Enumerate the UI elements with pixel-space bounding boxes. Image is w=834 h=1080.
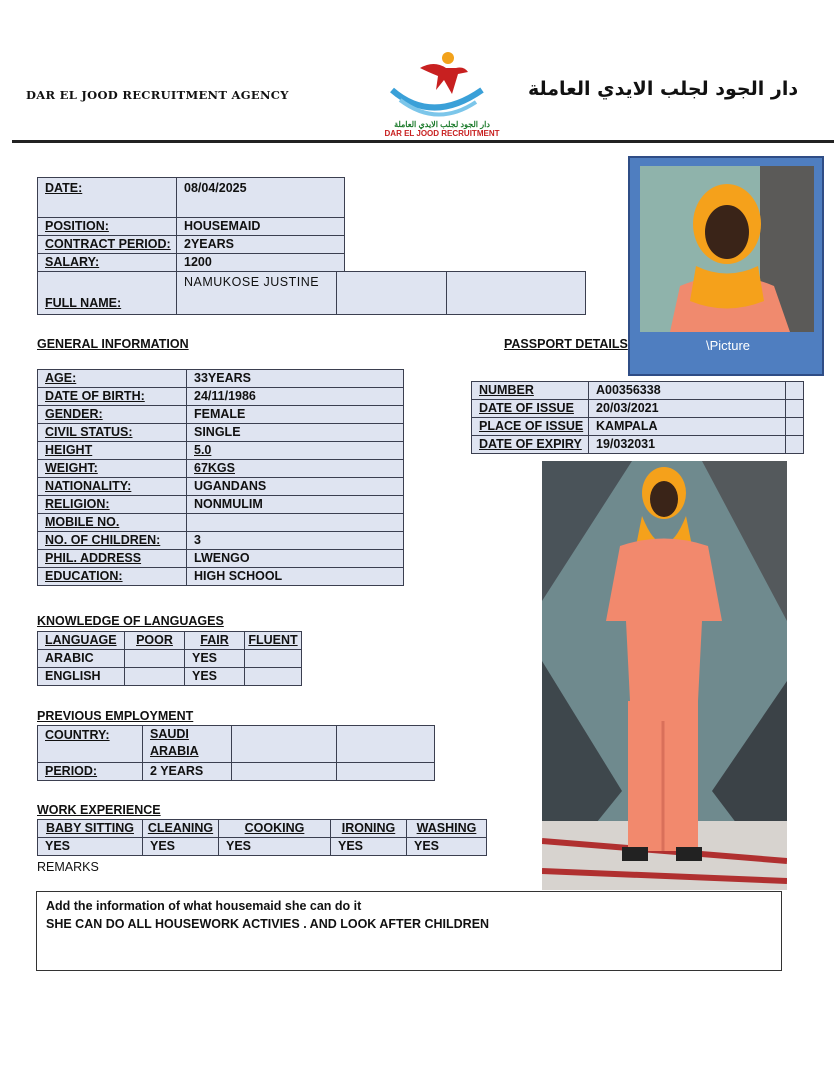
general-info-value <box>187 514 404 532</box>
logo-english-text: DAR EL JOOD RECRUITMENT <box>384 129 500 138</box>
agency-logo <box>372 50 512 142</box>
top-info-table <box>37 177 345 272</box>
general-info-label: EDUCATION: <box>38 568 187 586</box>
languages-cell-language: ENGLISH <box>38 668 125 686</box>
photo-caption: \Picture <box>705 338 751 353</box>
previous-employment-table <box>37 725 435 781</box>
general-info-row <box>38 406 404 424</box>
position-label: POSITION: <box>38 218 177 236</box>
previous-employment-extra-cell <box>232 763 337 781</box>
general-info-label: CIVIL STATUS: <box>38 424 187 442</box>
passport-label: PLACE OF ISSUE <box>472 418 589 436</box>
passport-value: 20/03/2021 <box>589 400 786 418</box>
passport-row <box>472 436 804 454</box>
date-value: 08/04/2025 <box>177 178 345 218</box>
full-body-photo <box>542 461 787 890</box>
agency-name-arabic: دار الجود لجلب الايدي العاملة <box>528 78 799 100</box>
passport-details-title: PASSPORT DETAILS <box>504 337 628 351</box>
work-experience-value-cell: YES <box>331 838 407 856</box>
general-information-table <box>37 369 404 586</box>
country-value-line: ARABIA <box>150 744 199 758</box>
passport-row <box>472 400 804 418</box>
general-info-value: UGANDANS <box>187 478 404 496</box>
country-value <box>143 726 232 763</box>
period-value: 2 YEARS <box>143 763 232 781</box>
country-value-line: SAUDI <box>150 727 189 741</box>
general-info-value: SINGLE <box>187 424 404 442</box>
general-info-row <box>38 532 404 550</box>
remarks-line: Add the information of what housemaid she can do it <box>46 899 362 913</box>
languages-cell-fair: YES <box>185 668 245 686</box>
work-experience-header-cell: IRONING <box>331 820 407 838</box>
general-info-row <box>38 424 404 442</box>
languages-cell-language: ARABIC <box>38 650 125 668</box>
languages-row <box>38 668 302 686</box>
general-info-value: 3 <box>187 532 404 550</box>
general-info-row <box>38 460 404 478</box>
languages-header-cell: POOR <box>125 632 185 650</box>
passport-label: NUMBER <box>472 382 589 400</box>
work-experience-header-cell: COOKING <box>219 820 331 838</box>
work-experience-value-cell: YES <box>143 838 219 856</box>
general-info-value: FEMALE <box>187 406 404 424</box>
passport-extra-cell <box>786 382 804 400</box>
languages-header-row <box>38 632 302 650</box>
general-info-row <box>38 388 404 406</box>
previous-employment-extra-cell <box>337 726 435 763</box>
general-info-row <box>38 370 404 388</box>
remarks-line: SHE CAN DO ALL HOUSEWORK ACTIVIES . AND LOOK AFTER CHILDREN <box>46 917 490 931</box>
languages-header-cell: LANGUAGE <box>38 632 125 650</box>
work-experience-value-cell: YES <box>38 838 143 856</box>
general-info-row <box>38 568 404 586</box>
general-info-label: NATIONALITY: <box>38 478 187 496</box>
general-info-label: GENDER: <box>38 406 187 424</box>
work-experience-title: WORK EXPERIENCE <box>37 803 161 817</box>
languages-cell-fair: YES <box>185 650 245 668</box>
languages-header-cell: FAIR <box>185 632 245 650</box>
passport-extra-cell <box>786 436 804 454</box>
general-info-row <box>38 550 404 568</box>
logo-arabic-text: دار الجود لجلب الايدي العاملة <box>394 120 490 129</box>
agency-name-english: DAR EL JOOD RECRUITMENT AGENCY <box>26 88 289 102</box>
full-name-label: FULL NAME: <box>38 272 177 315</box>
general-info-value: 5.0 <box>187 442 404 460</box>
general-info-value: NONMULIM <box>187 496 404 514</box>
languages-cell-fluent <box>245 668 302 686</box>
salary-label: SALARY: <box>38 254 177 272</box>
languages-cell-poor <box>125 668 185 686</box>
passport-extra-cell <box>786 400 804 418</box>
portrait-photo <box>640 166 814 332</box>
languages-cell-poor <box>125 650 185 668</box>
passport-extra-cell <box>786 418 804 436</box>
contract-period-value: 2YEARS <box>177 236 345 254</box>
work-experience-header-cell: WASHING <box>407 820 487 838</box>
general-info-value: 24/11/1986 <box>187 388 404 406</box>
languages-table <box>37 631 302 686</box>
passport-value: KAMPALA <box>589 418 786 436</box>
date-label: DATE: <box>38 178 177 218</box>
languages-row <box>38 650 302 668</box>
full-name-extra-cell <box>337 272 447 315</box>
work-experience-value-cell: YES <box>219 838 331 856</box>
work-experience-table <box>37 819 487 856</box>
general-info-label: DATE OF BIRTH: <box>38 388 187 406</box>
previous-employment-extra-cell <box>232 726 337 763</box>
portrait-photo-frame <box>628 156 824 376</box>
passport-label: DATE OF EXPIRY <box>472 436 589 454</box>
work-experience-header-cell: CLEANING <box>143 820 219 838</box>
general-info-value: HIGH SCHOOL <box>187 568 404 586</box>
general-information-title: GENERAL INFORMATION <box>37 337 189 351</box>
general-info-label: WEIGHT: <box>38 460 187 478</box>
country-label: COUNTRY: <box>38 726 143 763</box>
work-experience-value-row <box>38 838 487 856</box>
general-info-value: 67KGS <box>187 460 404 478</box>
general-info-row <box>38 496 404 514</box>
passport-value: 19/032031 <box>589 436 786 454</box>
fullname-table <box>37 271 586 315</box>
contract-period-label: CONTRACT PERIOD: <box>38 236 177 254</box>
general-info-label: NO. OF CHILDREN: <box>38 532 187 550</box>
passport-value: A00356338 <box>589 382 786 400</box>
passport-row <box>472 382 804 400</box>
previous-employment-extra-cell <box>337 763 435 781</box>
salary-value: 1200 <box>177 254 345 272</box>
work-experience-header-cell: BABY SITTING <box>38 820 143 838</box>
general-info-row <box>38 478 404 496</box>
passport-details-table <box>471 381 804 454</box>
position-value: HOUSEMAID <box>177 218 345 236</box>
header-divider <box>12 140 834 143</box>
remarks-box <box>36 891 782 971</box>
general-info-label: AGE: <box>38 370 187 388</box>
passport-row <box>472 418 804 436</box>
general-info-label: RELIGION: <box>38 496 187 514</box>
general-info-row <box>38 442 404 460</box>
general-info-value: LWENGO <box>187 550 404 568</box>
general-info-value: 33YEARS <box>187 370 404 388</box>
languages-header-cell: FLUENT <box>245 632 302 650</box>
remarks-label: REMARKS <box>37 860 99 874</box>
work-experience-value-cell: YES <box>407 838 487 856</box>
languages-cell-fluent <box>245 650 302 668</box>
general-info-row <box>38 514 404 532</box>
logo-figure-icon <box>372 50 512 120</box>
previous-employment-title: PREVIOUS EMPLOYMENT <box>37 709 194 723</box>
work-experience-header-row <box>38 820 487 838</box>
full-name-extra-cell <box>447 272 586 315</box>
full-name-value: NAMUKOSE JUSTINE <box>177 272 337 315</box>
period-label: PERIOD: <box>38 763 143 781</box>
languages-title: KNOWLEDGE OF LANGUAGES <box>37 614 224 628</box>
general-info-label: HEIGHT <box>38 442 187 460</box>
general-info-label: PHIL. ADDRESS <box>38 550 187 568</box>
general-info-label: MOBILE NO. <box>38 514 187 532</box>
passport-label: DATE OF ISSUE <box>472 400 589 418</box>
